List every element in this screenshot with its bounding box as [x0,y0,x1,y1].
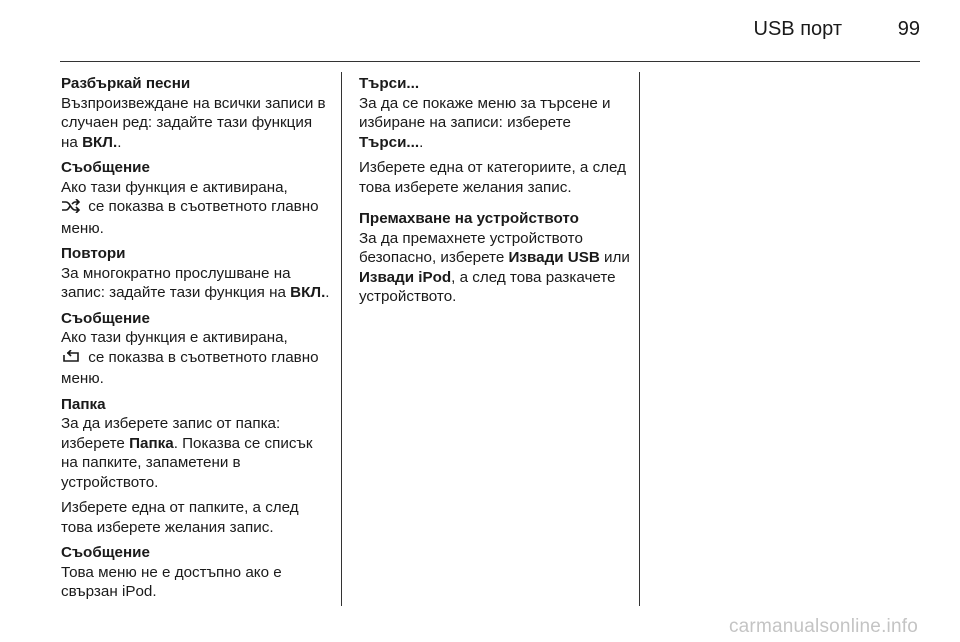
shuffle-note-heading: Съобщение [61,159,150,176]
folder-note-text: Това меню не е достъпно ако е свързан iPod. [61,563,282,600]
search-text-3: Изберете една от категориите, а след това изберете желания запис. [359,159,626,196]
repeat-on-label: ВКЛ. [290,284,326,301]
shuffle-section [61,74,331,152]
repeat-heading: Повтори [61,245,126,262]
repeat-icon [61,350,81,370]
watermark: carmanualsonline.info [728,616,918,637]
shuffle-text-end: . [117,133,122,151]
section-title: USB порт [753,18,842,40]
folder-text: За да изберете запис от папка: изберете [61,415,281,452]
folder-label: Папка [129,434,174,452]
repeat-note-text: Ако тази функция е активирана, [61,329,288,346]
remove-text-3: , а след това разкачете устройството. [359,268,616,305]
remove-ipod-label: Извади iPod [359,268,452,286]
shuffle-note [61,158,331,238]
repeat-note-heading: Съобщение [61,309,150,327]
remove-text-2: или [599,249,630,266]
column-left [61,74,331,608]
shuffle-icon [61,199,81,219]
remove-heading: Премахване на устройството [359,210,579,227]
remove-text: За да премахнете устройството безопасно, изберете [359,229,583,266]
folder-note [61,543,331,602]
search-text-end: . [419,133,424,151]
folder-heading: Папка [61,395,106,413]
search-text: За да се покаже меню за търсене и избиране на записи: изберете [359,94,611,131]
shuffle-text: Възпроизвеждане на всички записи в случаен ред: задайте тази функция на [61,94,326,151]
header-rule [60,61,920,62]
repeat-section [61,244,331,303]
page-number: 99 [897,18,920,40]
search-section [359,74,631,152]
repeat-note [61,309,331,389]
column-divider-1 [341,72,342,606]
folder-section [61,395,331,493]
shuffle-note-text-2: се показва в съответното главно меню. [61,198,319,237]
repeat-note-text-2: се показва в съответното главно меню. [61,348,319,387]
remove-section [359,209,631,307]
folder-note-heading: Съобщение [61,544,150,561]
folder-text-3: Изберете една от папките, а след това изберете желания запис. [61,499,299,536]
column-divider-2 [639,72,640,606]
column-middle [359,74,631,313]
shuffle-on-label: ВКЛ. [82,133,118,151]
folder-text-2: . Показва се списък на папките, запаметени в устройството. [61,434,313,491]
remove-usb-label: Извади USB [508,249,600,266]
search-label: Търси... [359,133,420,151]
repeat-text-end: . [325,284,330,301]
search-heading: Търси... [359,75,420,92]
shuffle-note-text: Ако тази функция е активирана, [61,178,288,196]
repeat-text: За многократно прослушване на запис: задайте тази функция на [61,264,291,301]
shuffle-heading: Разбъркай песни [61,75,191,92]
